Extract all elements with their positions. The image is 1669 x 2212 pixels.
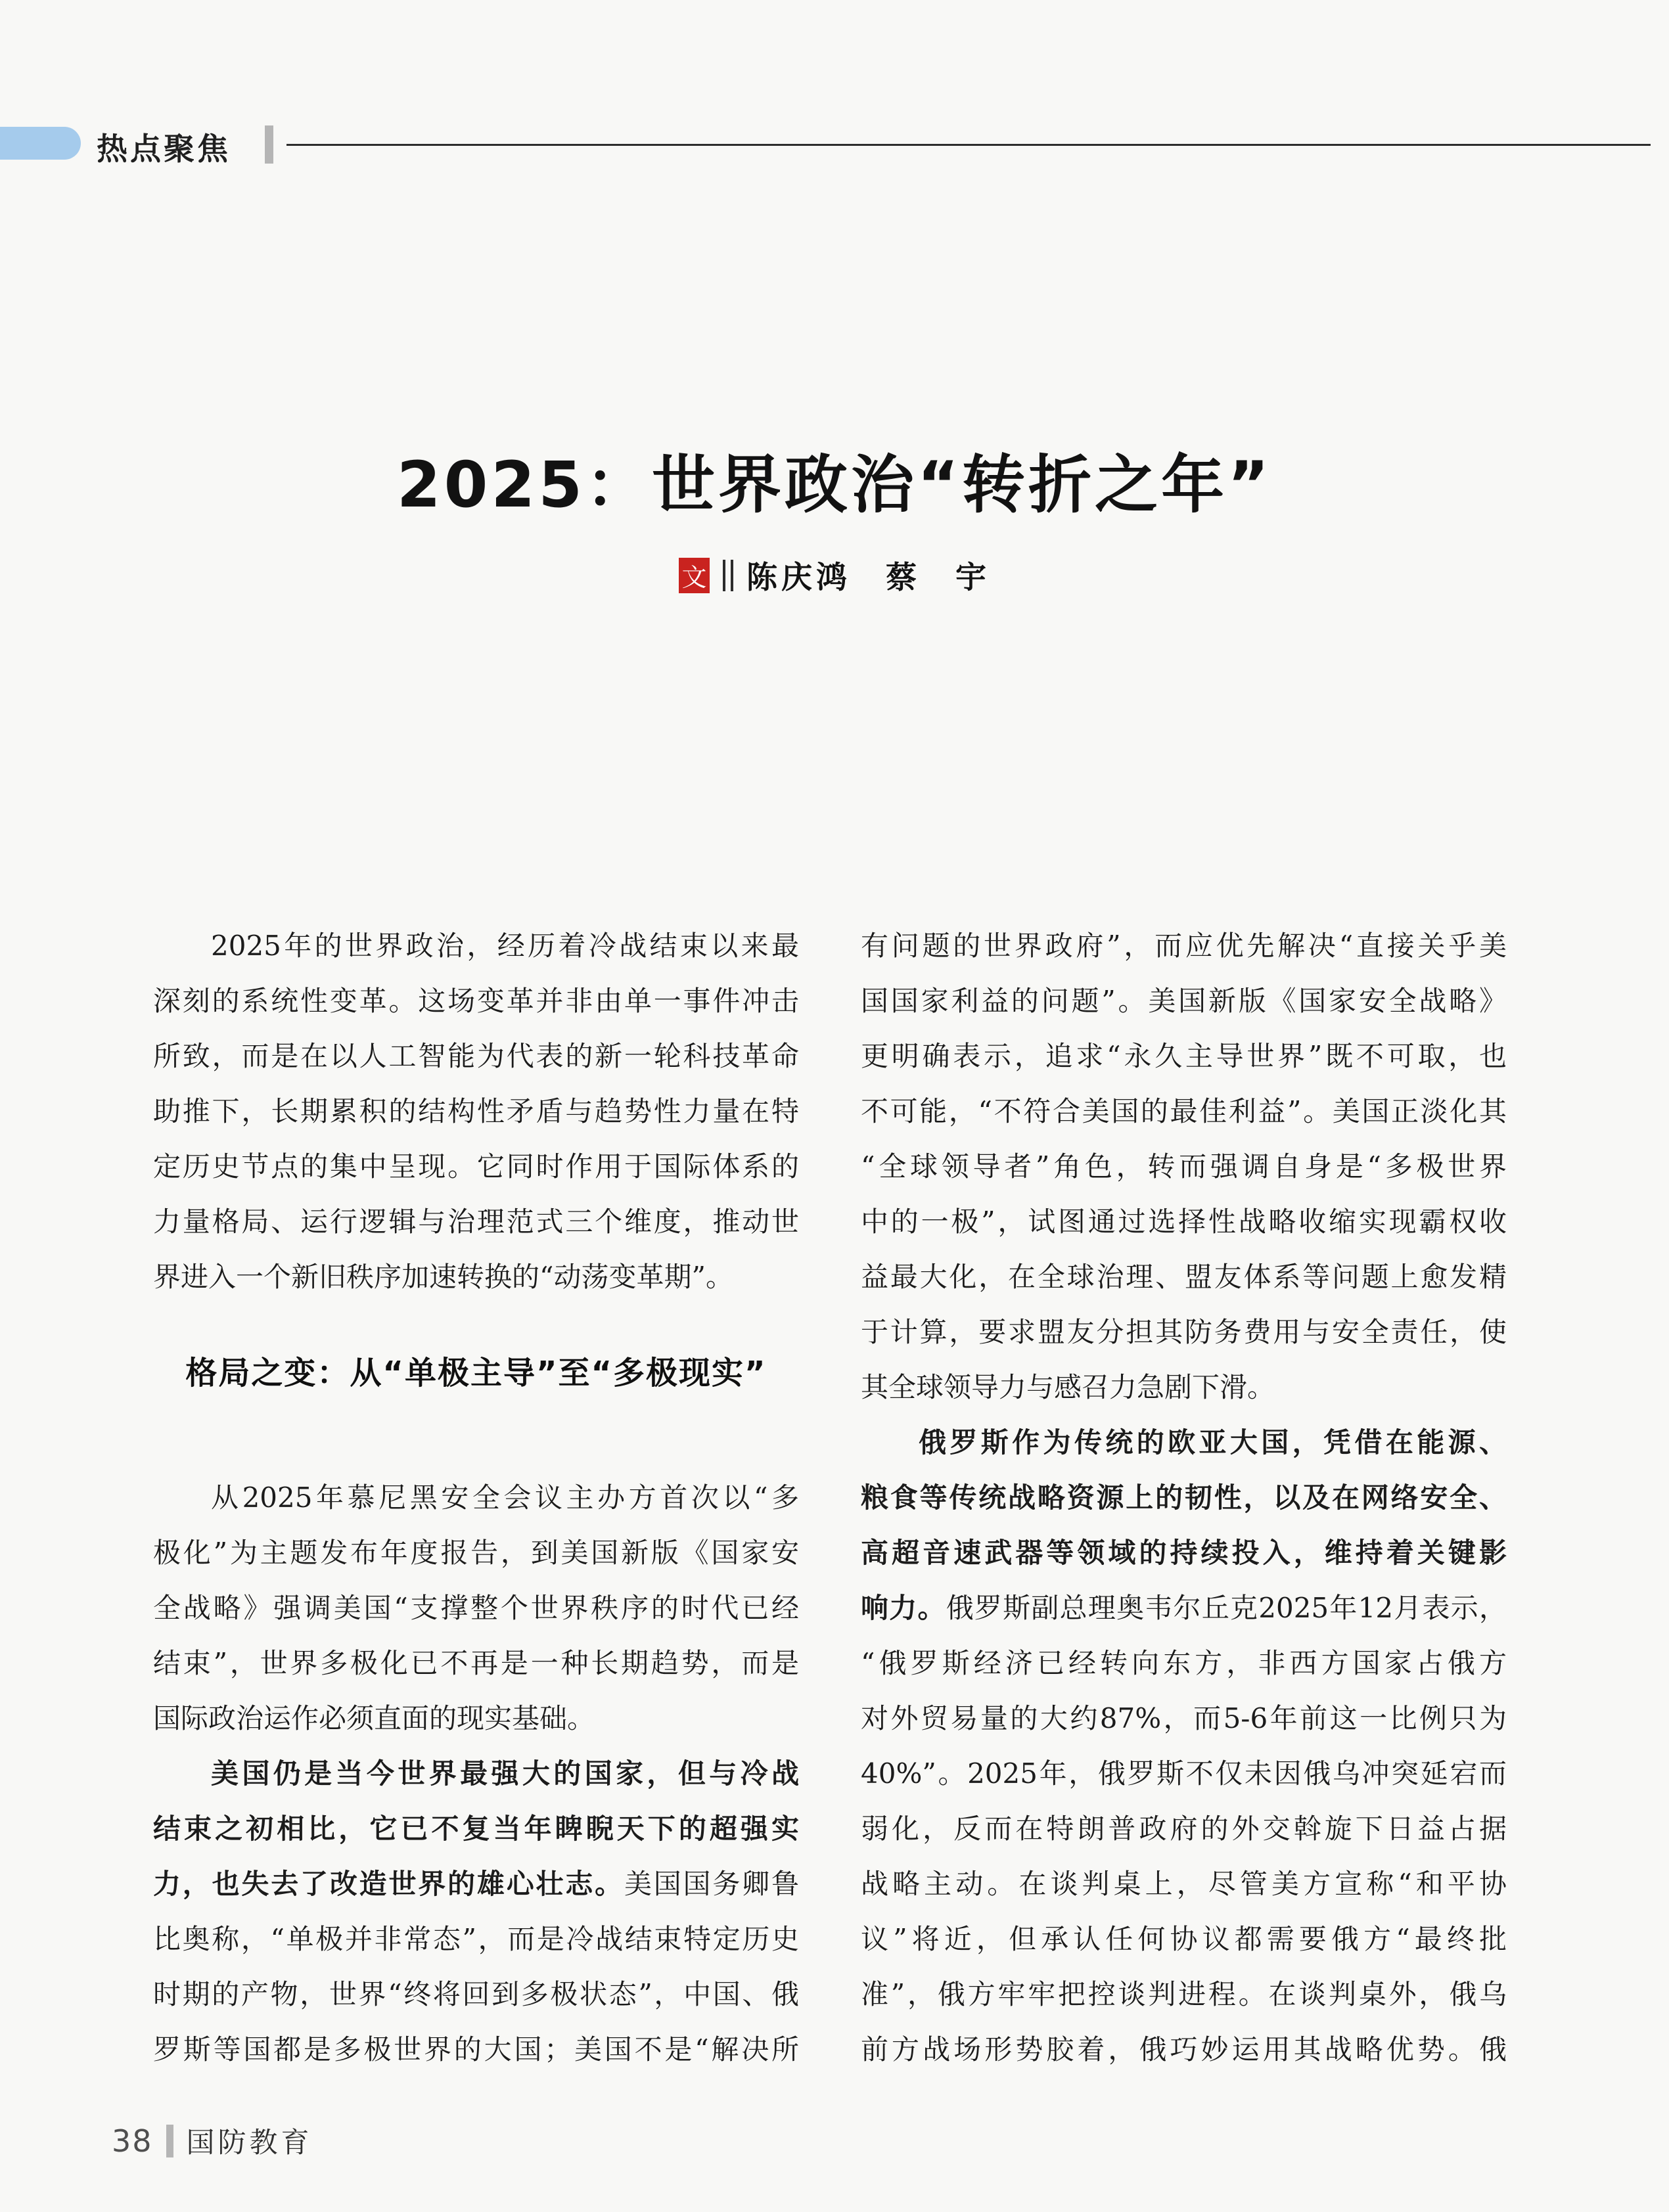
body-text-line: 准”，俄方牢牢把控谈判进程。在谈判桌外，俄乌 — [861, 1978, 1507, 2010]
author-badge-icon: 文 — [679, 558, 710, 593]
author-names: 陈庆鸿 蔡 宇 — [746, 560, 990, 596]
byline — [0, 553, 1669, 597]
header-rule-line — [286, 144, 1651, 146]
body-text-line: 力，也失去了改造世界的雄心壮志。美国国务卿鲁 — [153, 1868, 799, 1900]
body-text-line: “俄罗斯经济已经转向东方，非西方国家占俄方 — [861, 1647, 1507, 1679]
body-text-line: 比奥称，“单极并非常态”，而是冷战结束特定历史 — [153, 1923, 799, 1955]
body-text-line: 俄罗斯作为传统的欧亚大国，凭借在能源、 — [919, 1426, 1507, 1458]
body-text-line: 力量格局、运行逻辑与治理范式三个维度，推动世 — [153, 1206, 799, 1238]
double-bar-separator-icon — [723, 560, 733, 591]
body-text-line: 有问题的世界政府”，而应优先解决“直接关乎美 — [861, 930, 1507, 962]
body-text-line: 议”将近，但承认任何协议都需要俄方“最终批 — [861, 1923, 1507, 1955]
body-text-line: 美国仍是当今世界最强大的国家，但与冷战 — [211, 1757, 799, 1790]
body-text-line: 更明确表示，追求“永久主导世界”既不可取，也 — [861, 1040, 1507, 1072]
body-text-line: 中的一极”，试图通过选择性战略收缩实现霸权收 — [861, 1206, 1507, 1238]
body-text-line: “全球领导者”角色，转而强调自身是“多极世界 — [861, 1150, 1507, 1183]
body-text-line: 深刻的系统性变革。这场变革并非由单一事件冲击 — [153, 985, 799, 1017]
body-text-line: 界进入一个新旧秩序加速转换的“动荡变革期”。 — [153, 1261, 733, 1293]
section-label: 热点聚焦 — [97, 131, 231, 168]
body-text-line: 国国家利益的问题”。美国新版《国家安全战略》 — [861, 985, 1507, 1017]
body-text-line: 粮食等传统战略资源上的韧性，以及在网络安全、 — [861, 1481, 1507, 1514]
body-text-line: 对外贸易量的大约87%，而5-6年前这一比例只为 — [861, 1702, 1507, 1734]
body-text-line: 定历史节点的集中呈现。它同时作用于国际体系的 — [153, 1150, 799, 1183]
page-number: 38 — [112, 2123, 153, 2159]
body-text-line: 时期的产物，世界“终将回到多极状态”，中国、俄 — [153, 1978, 799, 2010]
body-text-line: 前方战场形势胶着，俄巧妙运用其战略优势。俄 — [861, 2033, 1507, 2065]
body-text-line: 弱化，反而在特朗普政府的外交斡旋下日益占据 — [861, 1813, 1507, 1845]
body-text-line: 助推下，长期累积的结构性矛盾与趋势性力量在特 — [153, 1095, 799, 1127]
body-text-line: 全战略》强调美国“支撑整个世界秩序的时代已经 — [153, 1592, 799, 1624]
body-text-line: 2025年的世界政治，经历着冷战结束以来最 — [211, 930, 799, 962]
header-divider-bar — [265, 125, 273, 164]
body-column-right — [861, 918, 1507, 2077]
body-text-line: 战略主动。在谈判桌上，尽管美方宣称“和平协 — [861, 1868, 1507, 1900]
section-subheading: 格局之变：从“单极主导”至“多极现实” — [185, 1355, 767, 1391]
body-text-line: 其全球领导力与感召力急剧下滑。 — [861, 1371, 1275, 1403]
body-text-line: 益最大化，在全球治理、盟友体系等问题上愈发精 — [861, 1261, 1507, 1293]
body-text-line: 40%”。2025年，俄罗斯不仅未因俄乌冲突延宕而 — [861, 1757, 1507, 1790]
body-text-line: 从2025年慕尼黑安全会议主办方首次以“多 — [211, 1481, 799, 1514]
body-text-line: 极化”为主题发布年度报告，到美国新版《国家安 — [153, 1537, 799, 1569]
body-text-line: 响力。俄罗斯副总理奥韦尔丘克2025年12月表示， — [861, 1592, 1507, 1624]
body-text-line: 不可能，“不符合美国的最佳利益”。美国正淡化其 — [861, 1095, 1507, 1127]
section-accent-pill — [0, 127, 81, 160]
body-text-line: 高超音速武器等领域的持续投入，维持着关键影 — [861, 1537, 1507, 1569]
body-column-left — [153, 918, 799, 2077]
page-footer — [112, 2121, 313, 2161]
body-text-line: 罗斯等国都是多极世界的大国；美国不是“解决所 — [153, 2033, 799, 2065]
publication-name: 国防教育 — [186, 2127, 313, 2159]
body-text-line: 国际政治运作必须直面的现实基础。 — [153, 1702, 595, 1734]
body-text-line: 结束之初相比，它已不复当年睥睨天下的超强实 — [153, 1813, 799, 1845]
article-title: 2025：世界政治“转折之年” — [396, 448, 1273, 522]
body-text-line: 结束”，世界多极化已不再是一种长期趋势，而是 — [153, 1647, 799, 1679]
body-text-line: 所致，而是在以人工智能为代表的新一轮科技革命 — [153, 1040, 799, 1072]
body-text-line: 于计算，要求盟友分担其防务费用与安全责任，使 — [861, 1316, 1507, 1348]
footer-divider-bar — [166, 2125, 173, 2157]
